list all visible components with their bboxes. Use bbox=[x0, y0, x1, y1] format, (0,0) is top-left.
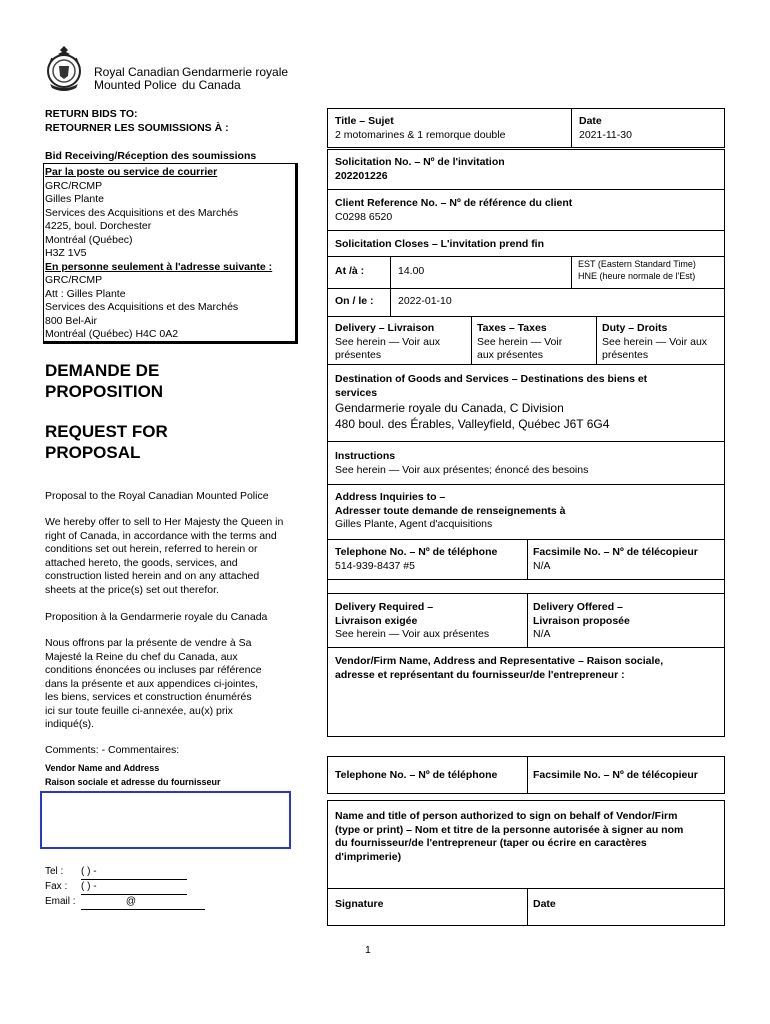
proposal-to-fr: Proposition à la Gendarmerie royale du Canada bbox=[45, 611, 268, 623]
vendor-contact-lines bbox=[45, 864, 137, 909]
vendor-telephone-label: Telephone No. – Nº de téléphone bbox=[335, 769, 498, 781]
signature-label: Signature bbox=[335, 898, 384, 910]
address-inquiries-field: Address Inquiries to – Adresser toute demande de renseignements à Gilles Plante, Agent d'acquisitions bbox=[335, 491, 566, 530]
tel-label: Tel : bbox=[45, 866, 64, 877]
document-title-en: REQUEST FOR PROPOSAL bbox=[45, 422, 168, 462]
document-title-fr: DEMANDE DE PROPOSITION bbox=[45, 361, 164, 401]
email-label: Email : bbox=[45, 896, 76, 907]
vendor-firm-label: Vendor/Firm Name, Address and Representative – Raison sociale, adresse et représentant du fournisseur/de l'entrepreneur : bbox=[335, 655, 664, 681]
instructions-field: Instructions See herein — Voir aux présentes; énoncé des besoins bbox=[335, 450, 589, 476]
org-name-fr: Gendarmerie royale du Canada bbox=[182, 65, 289, 92]
inperson-heading: En personne seulement à l'adresse suivante : bbox=[45, 260, 273, 273]
fax-label: Fax : bbox=[45, 881, 68, 892]
bid-address-content: Par la poste ou service de courrier GRC/RCMP Gilles Plante Services des Acquisitions et des Marchés 4225, boul. Dorchester Montréal (Québec) H3Z 1V5 En personne seulement à l'adresse suivante : GRC/RCMP Att : Gilles Plante Services des Acquisitions et des Marchés 800 Bel-Air Montréal (Québec) H4C 0A2 bbox=[45, 166, 273, 340]
at-label: At /à : bbox=[335, 265, 365, 277]
solicitation-field: Solicitation No. – Nº de l'invitation 202201226 bbox=[335, 156, 505, 182]
delivery-offered-field: Delivery Offered – Livraison proposée N/A bbox=[533, 601, 630, 640]
email-field[interactable]: @ bbox=[81, 894, 205, 910]
vendor-firm-input[interactable] bbox=[330, 682, 722, 734]
tel-field[interactable]: ( ) - bbox=[81, 864, 187, 880]
signature-date-label: Date bbox=[533, 898, 556, 910]
taxes-field: Taxes – Taxes See herein — Voir aux présentes bbox=[477, 322, 563, 361]
closes-label: Solicitation Closes – L'invitation prend fin bbox=[335, 238, 545, 250]
vendor-name-label: Vendor Name and Address Raison sociale et adresse du fournisseur bbox=[45, 763, 221, 787]
client-ref-field: Client Reference No. – Nº de référence du client C0298 6520 bbox=[335, 197, 573, 223]
comments-label: Comments: - Commentaires: bbox=[45, 744, 180, 756]
offer-text-fr: Nous offrons par la présente de vendre à Sa Majesté la Reine du chef du Canada, aux conditions énoncées ou incluses par référence dans la présente et aux appendices ci-jointes, les biens, services et construction énumérés ici sur toute feuille ci-annexée, au(x) prix indiqué(s). bbox=[45, 637, 262, 730]
rcmp-crest-icon bbox=[44, 44, 84, 92]
on-label: On / le : bbox=[335, 295, 374, 307]
authorized-person-label: Name and title of person authorized to sign on behalf of Vendor/Firm (type or print) – Nom et titre de la personne autorisée à signer au nom du fournisseur/de l'entrepreneur (taper ou écrire en caractères d'imprimerie) bbox=[335, 810, 684, 863]
telephone-field: Telephone No. – Nº de téléphone 514-939-8437 #5 bbox=[335, 546, 498, 572]
return-bids: RETURN BIDS TO: RETOURNER LES SOUMISSIONS À : bbox=[45, 108, 229, 134]
duty-field: Duty – Droits See herein — Voir aux présentes bbox=[602, 322, 708, 361]
destination-field: Destination of Goods and Services – Destinations des biens et services Gendarmerie royale du Canada, C Division 480 boul. des Érables, Valleyfield, Québec J6T 6G4 bbox=[335, 373, 648, 431]
title-field: Title – Sujet 2 motomarines & 1 remorque double bbox=[335, 115, 506, 141]
proposal-to-en: Proposal to the Royal Canadian Mounted Police bbox=[45, 490, 269, 502]
offer-text-en: We hereby offer to sell to Her Majesty the Queen in right of Canada, in accordance with the terms and conditions set out herein, referred to herein or attached hereto, the goods, services, and construction listed herein and on any attached sheets at the price(s) set out therefor. bbox=[45, 516, 284, 596]
on-value: 2022-01-10 bbox=[398, 295, 452, 307]
delivery-required-field: Delivery Required – Livraison exigée See herein — Voir aux présentes bbox=[335, 601, 490, 640]
courier-heading: Par la poste ou service de courrier bbox=[45, 166, 218, 178]
vendor-address-field[interactable] bbox=[40, 791, 291, 849]
at-value: 14.00 bbox=[398, 265, 425, 277]
fax-field[interactable]: ( ) - bbox=[81, 879, 187, 895]
timezone: EST (Eastern Standard Time) HNE (heure normale de l'Est) bbox=[578, 259, 696, 281]
org-name-en: Royal Canadian Mounted Police bbox=[94, 65, 180, 92]
facsimile-field: Facsimile No. – Nº de télécopieur N/A bbox=[533, 546, 698, 572]
date-field: Date 2021-11-30 bbox=[579, 115, 632, 141]
bid-receiving-label: Bid Receiving/Réception des soumissions bbox=[45, 150, 257, 162]
vendor-facsimile-label: Facsimile No. – Nº de télécopieur bbox=[533, 769, 698, 781]
page-number: 1 bbox=[365, 944, 371, 956]
delivery-field: Delivery – Livraison See herein — Voir aux présentes bbox=[335, 322, 441, 361]
